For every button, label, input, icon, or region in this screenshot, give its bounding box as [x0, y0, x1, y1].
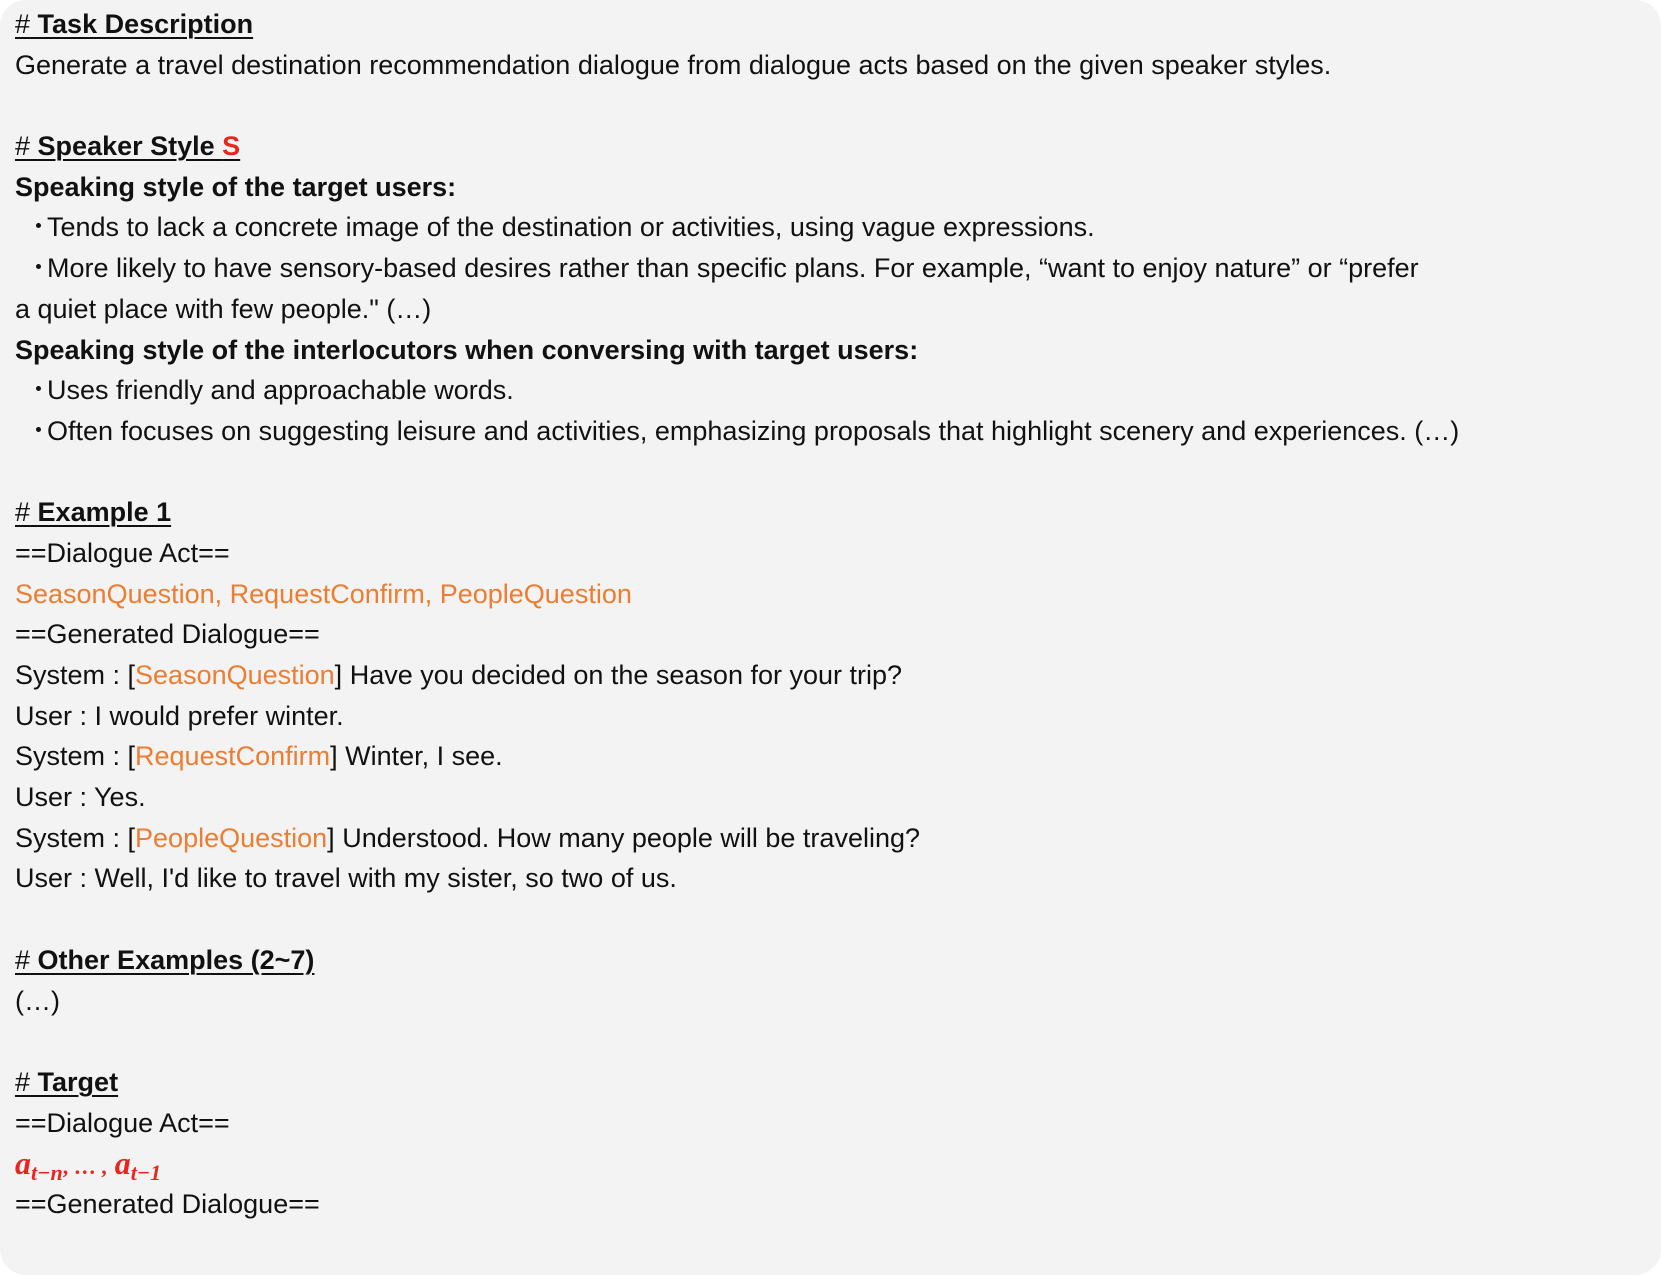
turn-text: I would prefer winter.: [94, 700, 344, 731]
other-examples-heading: # Other Examples (2~7): [15, 944, 315, 975]
dialogue-turn: [15, 818, 1661, 859]
interlocutor-label: Speaking style of the interlocutors when conversing with target users:: [15, 334, 919, 365]
turn-speaker: System : [: [15, 822, 136, 853]
example-acts-line: SeasonQuestion, RequestConfirm, PeopleQuestion: [15, 578, 632, 609]
spacer: [15, 1021, 1661, 1062]
turn-text: Well, I'd like to travel with my sister, so two of us.: [94, 863, 677, 894]
turn-text: Yes.: [94, 782, 146, 813]
target-bullet: ・Tends to lack a concrete image of the destination or activities, using vague expressions.: [15, 207, 1661, 248]
spacer: [15, 452, 1661, 493]
dialogue-turn: [15, 655, 1661, 696]
bullet-mark: ・: [25, 375, 52, 406]
other-examples-text: (…): [15, 985, 60, 1016]
target-users-label: Speaking style of the target users:: [15, 171, 457, 202]
speaker-style-heading-line: [15, 126, 1661, 167]
turn-speaker: System : [: [15, 660, 136, 690]
interlocutor-bullet: ・Often focuses on suggesting leisure and activities, emphasizing proposals that highlight scenery and experiences. (…): [15, 411, 1661, 452]
turn-act: RequestConfirm: [135, 741, 331, 772]
turn-act-close: ]: [330, 741, 338, 772]
task-heading-line: [15, 4, 1661, 45]
dialogue-act-sequence-formula: $a_{t-n}$, … , $a_{t-1}$: [15, 1145, 162, 1186]
example-heading: # Example 1: [15, 497, 172, 528]
dialogue-turn: [15, 736, 1661, 777]
interlocutor-bullet: ・Uses friendly and approachable words.: [15, 370, 1661, 411]
spacer: [15, 85, 1661, 126]
example-act-header: ==Dialogue Act==: [15, 537, 230, 568]
speaker-style-heading: # Speaker Style S: [15, 131, 241, 162]
speaker-style-symbol: S: [222, 131, 241, 162]
target-heading: # Target: [15, 1066, 119, 1097]
turn-act: SeasonQuestion: [135, 660, 335, 690]
dialogue-turn: [15, 777, 1661, 818]
turn-text: Understood. How many people will be traveling?: [334, 822, 920, 853]
turn-act-close: ]: [327, 822, 335, 853]
task-heading: # Task Description: [15, 9, 254, 39]
target-dialogue-header: ==Generated Dialogue==: [15, 1188, 320, 1219]
turn-speaker: User :: [15, 782, 95, 813]
turn-act: PeopleQuestion: [135, 822, 328, 853]
example-dialogue-header: ==Generated Dialogue==: [15, 619, 320, 650]
dialogue-turn: [15, 858, 1661, 899]
spacer: [15, 899, 1661, 940]
target-acts-formula: [15, 1143, 1661, 1184]
target-act-header: ==Dialogue Act==: [15, 1107, 230, 1138]
turn-speaker: User :: [15, 863, 95, 894]
example-heading-line: [15, 492, 1661, 533]
target-bullet-continuation: a quiet place with few people." (…): [15, 293, 432, 324]
dialogue-turn: [15, 696, 1661, 737]
target-heading-line: [15, 1062, 1661, 1103]
target-bullet: ・More likely to have sensory-based desires rather than specific plans. For example, “want to enjoy nature” or “prefer: [15, 248, 1661, 289]
bullet-mark: ・: [25, 415, 52, 446]
turn-speaker: User :: [15, 700, 95, 731]
task-description-text: Generate a travel destination recommendation dialogue from dialogue acts based on the given speaker styles.: [15, 49, 1332, 80]
other-examples-heading-line: [15, 940, 1661, 981]
turn-act-close: ]: [334, 660, 343, 690]
turn-text: Have you decided on the season for your trip?: [342, 660, 903, 690]
turn-text: Winter, I see.: [337, 741, 503, 772]
bullet-mark: ・: [25, 253, 52, 284]
turn-speaker: System : [: [15, 741, 136, 772]
bullet-mark: ・: [25, 212, 52, 243]
